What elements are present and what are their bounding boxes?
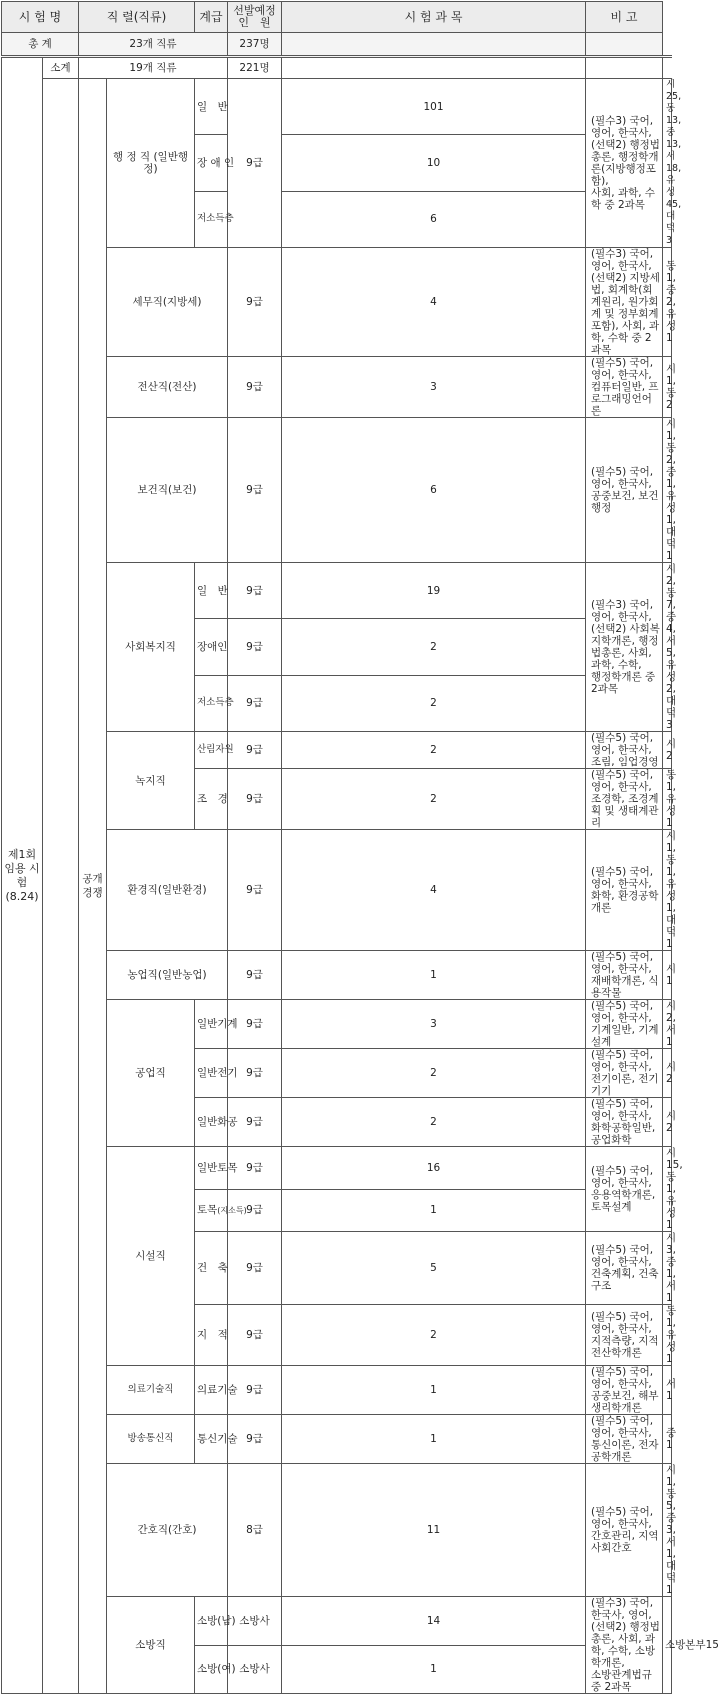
- subjects-broadcast: (필수5) 국어, 영어, 한국사, 통신이론, 전자공학개론: [586, 1415, 663, 1464]
- sub-facility-civil: 일반토목: [195, 1147, 228, 1190]
- subjects-computer: (필수5) 국어, 영어, 한국사, 컴퓨터일반, 프로그래밍언어론: [586, 357, 663, 418]
- num-facility-civil: 16: [282, 1147, 586, 1190]
- subtotal-num: 221명: [228, 57, 282, 79]
- note-agri: 시1: [663, 951, 672, 1000]
- subjects-nursing: (필수5) 국어, 영어, 한국사, 간호관리, 지역사회간호: [586, 1464, 663, 1597]
- subjects-facility-cadastral: (필수5) 국어, 영어, 한국사, 지적측량, 지적전산학개론: [586, 1305, 663, 1366]
- note-admin: 시25,동13, 중13,서18, 유성45,대덕3: [663, 79, 672, 248]
- note-nursing: 시1,동5,중3, 서1,대덕1: [663, 1464, 672, 1597]
- grade-fire-male: 소방사: [228, 1597, 282, 1646]
- note-green-forest: 시2: [663, 732, 672, 769]
- job-env: 환경직(일반환경): [107, 830, 228, 951]
- grade-green-landscape: 9급: [228, 769, 282, 830]
- sub-admin-lowincome: 저소득층: [195, 191, 228, 247]
- total-num: 237명: [228, 33, 282, 57]
- num-fire-female: 1: [282, 1645, 586, 1694]
- total-label: 총 계: [2, 33, 79, 57]
- header-grade: 계급: [195, 2, 228, 33]
- sub-admin-disabled: 장 애 인: [195, 135, 228, 191]
- subjects-industry-elec: (필수5) 국어, 영어, 한국사, 전기이론, 전기기기: [586, 1049, 663, 1098]
- num-facility-cadastral: 2: [282, 1305, 586, 1366]
- header-note: 비 고: [586, 2, 663, 33]
- job-industry: 공업직: [107, 1000, 195, 1147]
- num-facility-arch: 5: [282, 1232, 586, 1305]
- num-industry-chem: 2: [282, 1098, 586, 1147]
- num-computer: 3: [282, 357, 586, 418]
- grade-medtech: 9급: [228, 1366, 282, 1415]
- num-welfare-lowincome: 2: [282, 675, 586, 731]
- num-welfare-general: 19: [282, 563, 586, 619]
- note-fire: 소방본부15: [663, 1597, 672, 1694]
- grade-welfare-lowincome: 9급: [228, 675, 282, 731]
- grade-agri: 9급: [228, 951, 282, 1000]
- num-industry-elec: 2: [282, 1049, 586, 1098]
- subjects-agri: (필수5) 국어, 영어, 한국사, 재배학개론, 식용작물: [586, 951, 663, 1000]
- job-agri: 농업직(일반농업): [107, 951, 228, 1000]
- num-medtech: 1: [282, 1366, 586, 1415]
- grade-broadcast: 9급: [228, 1415, 282, 1464]
- note-welfare: 시2,동7, 중4,서5, 유성2,대덕3: [663, 563, 672, 732]
- note-facility-arch: 시3,중1,서1: [663, 1232, 672, 1305]
- num-admin-general: 101: [282, 79, 586, 135]
- header-job: 직 렬(직류): [79, 2, 195, 33]
- grade-facility-arch: 9급: [228, 1232, 282, 1305]
- subjects-green-landscape: (필수5) 국어, 영어, 한국사, 조경학, 조경계획 및 생태계관리: [586, 769, 663, 830]
- sub-facility-arch: 건 축: [195, 1232, 228, 1305]
- num-admin-lowincome: 6: [282, 191, 586, 247]
- sub-facility-civil-lowincome: 토목(지소득): [195, 1189, 228, 1232]
- num-agri: 1: [282, 951, 586, 1000]
- header-quota: 선발예정 인 원: [228, 2, 282, 33]
- grade-industry-mech: 9급: [228, 1000, 282, 1049]
- header-exam: 시 험 명: [2, 2, 79, 33]
- subjects-tax: (필수3) 국어, 영어, 한국사, (선택2) 지방세법, 회계학(회계원리, 원가회계 및 정부회계 포함), 사회, 과학, 수학 중 2과목: [586, 248, 663, 357]
- sub-fire-male: 소방(남): [195, 1597, 228, 1646]
- grade-welfare-disabled: 9급: [228, 619, 282, 675]
- exam-name: 제1회 임용 시험 (8.24): [2, 57, 43, 1694]
- note-env: 시1,동1, 유성1,대덕1: [663, 830, 672, 951]
- num-tax: 4: [282, 248, 586, 357]
- job-welfare: 사회복지직: [107, 563, 195, 732]
- subjects-industry-mech: (필수5) 국어, 영어, 한국사, 기계일반, 기계설계: [586, 1000, 663, 1049]
- sub-industry-chem: 일반화공: [195, 1098, 228, 1147]
- num-industry-mech: 3: [282, 1000, 586, 1049]
- job-broadcast: 방송통신직: [107, 1415, 195, 1464]
- note-medtech: 서1: [663, 1366, 672, 1415]
- grade-welfare-general: 9급: [228, 563, 282, 619]
- subjects-health: (필수5) 국어, 영어, 한국사, 공중보건, 보건행정: [586, 418, 663, 563]
- num-admin-disabled: 10: [282, 135, 586, 191]
- num-green-landscape: 2: [282, 769, 586, 830]
- sub-fire-female: 소방(여): [195, 1645, 228, 1694]
- subjects-welfare: (필수3) 국어, 영어, 한국사, (선택2) 사회복지학개론, 행정법총론, 사회, 과학, 수학, 행정학개론 중 2과목: [586, 563, 663, 732]
- sub-industry-mech: 일반기계: [195, 1000, 228, 1049]
- grade-facility-civil-lowincome: 9급: [228, 1189, 282, 1232]
- num-env: 4: [282, 830, 586, 951]
- job-nursing: 간호직(간호): [107, 1464, 228, 1597]
- subjects-fire: (필수3) 국어, 한국사, 영어, (선택2) 행정법총론, 사회, 과학, 수학, 소방학개론, 소방관계법규 중 2과목: [586, 1597, 663, 1694]
- grade-nursing: 8급: [228, 1464, 282, 1597]
- note-facility-cadastral: 동1,유성1: [663, 1305, 672, 1366]
- sub-industry-elec: 일반전기: [195, 1049, 228, 1098]
- num-green-forest: 2: [282, 732, 586, 769]
- subjects-medtech: (필수5) 국어, 영어, 한국사, 공중보건, 해부생리학개론: [586, 1366, 663, 1415]
- grade-env: 9급: [228, 830, 282, 951]
- recruitment-table: [1, 1, 719, 1694]
- note-tax: 동1,중2, 유성1: [663, 248, 672, 357]
- num-nursing: 11: [282, 1464, 586, 1597]
- job-health: 보건직(보건): [107, 418, 228, 563]
- grade-green-forest: 9급: [228, 732, 282, 769]
- open-competition: 공개 경쟁: [79, 79, 107, 1694]
- job-green: 녹지직: [107, 732, 195, 830]
- grade-computer: 9급: [228, 357, 282, 418]
- job-computer: 전산직(전산): [107, 357, 228, 418]
- job-tax: 세무직(지방세): [107, 248, 228, 357]
- num-health: 6: [282, 418, 586, 563]
- job-facility: 시설직: [107, 1147, 195, 1366]
- grade-industry-chem: 9급: [228, 1098, 282, 1147]
- grade-facility-civil: 9급: [228, 1147, 282, 1190]
- subtotal-label: 소계: [43, 57, 79, 79]
- sub-welfare-general: 일 반: [195, 563, 228, 619]
- job-medtech: 의료기술직: [107, 1366, 195, 1415]
- note-health: 시1,동2,중1, 유성1,대덕1: [663, 418, 672, 563]
- note-facility-civil: 시15,동1, 유성1: [663, 1147, 672, 1232]
- sub-green-forest: 산림자원: [195, 732, 228, 769]
- header-subjects: 시 험 과 목: [282, 2, 586, 33]
- sub-facility-cadastral: 지 적: [195, 1305, 228, 1366]
- note-green-landscape: 동1,유성1: [663, 769, 672, 830]
- note-industry-mech: 시2,서1: [663, 1000, 672, 1049]
- grade-tax: 9급: [228, 248, 282, 357]
- grade-health: 9급: [228, 418, 282, 563]
- note-industry-elec: 시2: [663, 1049, 672, 1098]
- sub-medtech: 의료기술: [195, 1366, 228, 1415]
- num-broadcast: 1: [282, 1415, 586, 1464]
- subjects-admin: (필수3) 국어, 영어, 한국사, (선택2) 행정법총론, 행정학개론(지방행정포함), 사회, 과학, 수학 중 2과목: [586, 79, 663, 248]
- job-fire: 소방직: [107, 1597, 195, 1694]
- note-computer: 시1,동2: [663, 357, 672, 418]
- note-broadcast: 중1: [663, 1415, 672, 1464]
- subtotal-jobs: 19개 직류: [79, 57, 228, 79]
- subjects-env: (필수5) 국어, 영어, 한국사, 화학, 환경공학개론: [586, 830, 663, 951]
- num-fire-male: 14: [282, 1597, 586, 1646]
- note-industry-chem: 시2: [663, 1098, 672, 1147]
- job-admin: 행 정 직 (일반행정): [107, 79, 195, 248]
- subjects-facility-civil: (필수5) 국어, 영어, 한국사, 응용역학개론, 토목설계: [586, 1147, 663, 1232]
- sub-welfare-lowincome: 저소득층: [195, 675, 228, 731]
- sub-welfare-disabled: 장애인: [195, 619, 228, 675]
- subjects-green-forest: (필수5) 국어, 영어, 한국사, 조림, 임업경영: [586, 732, 663, 769]
- total-jobs: 23개 직류: [79, 33, 228, 57]
- grade-admin: 9급: [228, 79, 282, 248]
- grade-facility-cadastral: 9급: [228, 1305, 282, 1366]
- sub-admin-general: 일 반: [195, 79, 228, 135]
- grade-fire-female: 소방사: [228, 1645, 282, 1694]
- num-facility-civil-lowincome: 1: [282, 1189, 586, 1232]
- sub-broadcast: 통신기술: [195, 1415, 228, 1464]
- subjects-industry-chem: (필수5) 국어, 영어, 한국사, 화학공학일반, 공업화학: [586, 1098, 663, 1147]
- subjects-facility-arch: (필수5) 국어, 영어, 한국사, 건축계획, 건축구조: [586, 1232, 663, 1305]
- sub-green-landscape: 조 경: [195, 769, 228, 830]
- num-welfare-disabled: 2: [282, 619, 586, 675]
- grade-industry-elec: 9급: [228, 1049, 282, 1098]
